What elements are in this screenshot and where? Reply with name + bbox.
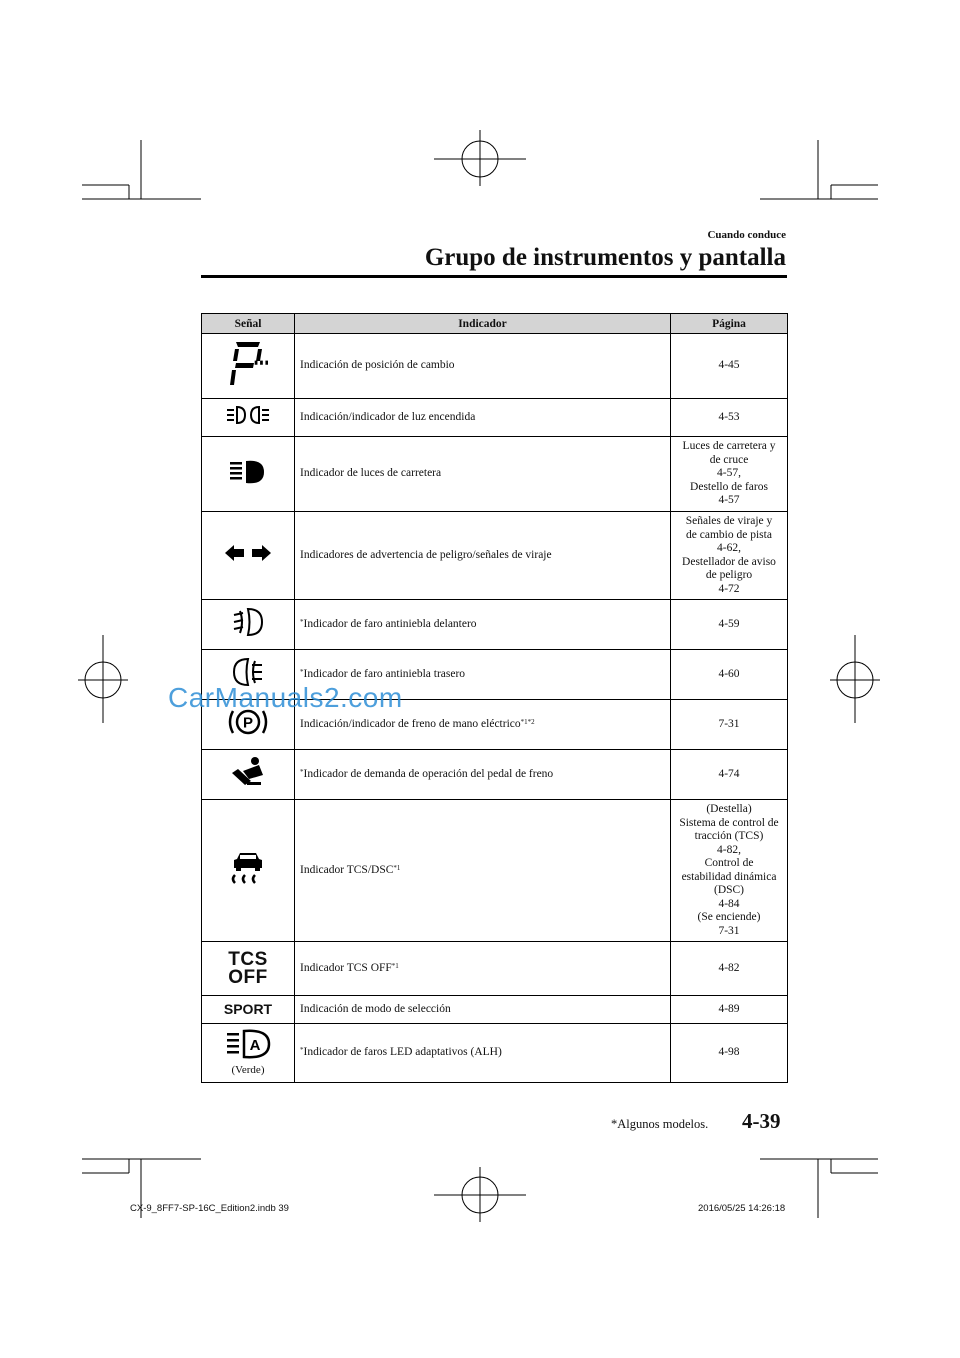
indicator-cell: Indicación de posición de cambio bbox=[295, 334, 671, 399]
brake-pedal-demand-icon bbox=[229, 755, 267, 789]
page-cell: 4-98 bbox=[671, 1024, 788, 1083]
page-cell: 4-45 bbox=[671, 334, 788, 399]
table-header-row bbox=[202, 314, 788, 334]
tcs-off-icon bbox=[207, 948, 289, 988]
indicator-cell: Indicación/indicador de freno de mano eléctrico$^{*1*2}$ bbox=[295, 700, 671, 750]
table-row bbox=[202, 800, 788, 942]
page-cell: 4-59 bbox=[671, 600, 788, 650]
title-rule bbox=[201, 275, 787, 278]
svg-text:P: P bbox=[242, 714, 254, 732]
print-imprint: CX-9_8FF7-SP-16C_Edition2.indb 39 bbox=[130, 1203, 289, 1214]
table-row bbox=[202, 750, 788, 800]
adaptive-led-headlights-icon bbox=[225, 1029, 271, 1059]
page-cell: 4-82 bbox=[671, 942, 788, 996]
page-cell: 4-74 bbox=[671, 750, 788, 800]
lights-on-icon bbox=[225, 404, 271, 426]
table-row bbox=[202, 996, 788, 1024]
page-cell: Luces de carretera y de cruce 4-57, Destello de faros 4-57 bbox=[671, 437, 788, 512]
page-cell: 4-89 bbox=[671, 996, 788, 1024]
page-cell: 7-31 bbox=[671, 700, 788, 750]
footnote: *Algunos modelos. bbox=[611, 1117, 709, 1131]
table-row bbox=[202, 600, 788, 650]
indicator-cell: *Indicador de faro antiniebla trasero bbox=[295, 650, 671, 700]
indicator-cell: Indicador de luces de carretera bbox=[295, 437, 671, 512]
signal-cell bbox=[202, 399, 295, 437]
print-timestamp: 2016/05/25 14:26:18 bbox=[698, 1203, 786, 1214]
off-icon-text: OFF bbox=[228, 966, 268, 988]
signal-cell bbox=[202, 800, 295, 942]
indicator-cell: *Indicador de demanda de operación del pedal de freno bbox=[295, 750, 671, 800]
signal-cell bbox=[202, 942, 295, 996]
header-page: Página bbox=[671, 314, 788, 334]
section-label: Cuando conduce bbox=[707, 229, 786, 241]
icon-caption: (Verde) bbox=[231, 1064, 265, 1076]
sport-mode-icon: SPORT bbox=[223, 1000, 273, 1017]
indicator-cell: Indicación/indicador de luz encendida bbox=[295, 399, 671, 437]
page-title: Grupo de instrumentos y pantalla bbox=[424, 244, 786, 271]
signal-cell bbox=[202, 512, 295, 600]
signal-cell bbox=[202, 600, 295, 650]
table-row bbox=[202, 334, 788, 399]
turn-signal-arrows-icon bbox=[223, 543, 273, 563]
table-row bbox=[202, 1024, 788, 1083]
page-number: 4-39 bbox=[742, 1109, 781, 1133]
indicator-cell: Indicador TCS OFF$^{*1}$ bbox=[295, 942, 671, 996]
page-cell: 4-53 bbox=[671, 399, 788, 437]
page-cell: Señales de viraje y de cambio de pista 4-62, Destellador de aviso de peligro 4-72 bbox=[671, 512, 788, 600]
signal-cell bbox=[202, 334, 295, 399]
signal-cell bbox=[202, 750, 295, 800]
table-row bbox=[202, 399, 788, 437]
table-row bbox=[202, 512, 788, 600]
indicator-cell: *Indicador de faros LED adaptativos (ALH) bbox=[295, 1024, 671, 1083]
svg-text:▝▝▝: ▝▝▝ bbox=[252, 361, 268, 369]
signal-cell bbox=[202, 996, 295, 1024]
table-row bbox=[202, 437, 788, 512]
signal-cell bbox=[202, 437, 295, 512]
shift-position-p-icon bbox=[228, 339, 268, 389]
page-cell: (Destella) Sistema de control de tracción (TCS) 4-82, Control de estabilidad dinámica (DSC) 4-84 (Se enciende) 7-31 bbox=[671, 800, 788, 942]
tcs-dsc-icon bbox=[228, 850, 268, 886]
table-row bbox=[202, 942, 788, 996]
indicator-cell: *Indicador de faro antiniebla delantero bbox=[295, 600, 671, 650]
signal-cell bbox=[202, 1024, 295, 1083]
header-indicator: Indicador bbox=[295, 314, 671, 334]
watermark-text: CarManuals2.com bbox=[168, 682, 403, 713]
high-beam-icon bbox=[228, 459, 268, 485]
front-fog-light-icon bbox=[231, 605, 265, 639]
header-signal: Señal bbox=[202, 314, 295, 334]
indicator-cell: Indicadores de advertencia de peligro/señales de viraje bbox=[295, 512, 671, 600]
svg-text:A: A bbox=[249, 1036, 261, 1054]
indicator-cell: Indicador TCS/DSC$^{*1}$ bbox=[295, 800, 671, 942]
page-cell: 4-60 bbox=[671, 650, 788, 700]
indicator-cell: Indicación de modo de selección bbox=[295, 996, 671, 1024]
tcs-icon-text: TCS bbox=[228, 948, 268, 970]
